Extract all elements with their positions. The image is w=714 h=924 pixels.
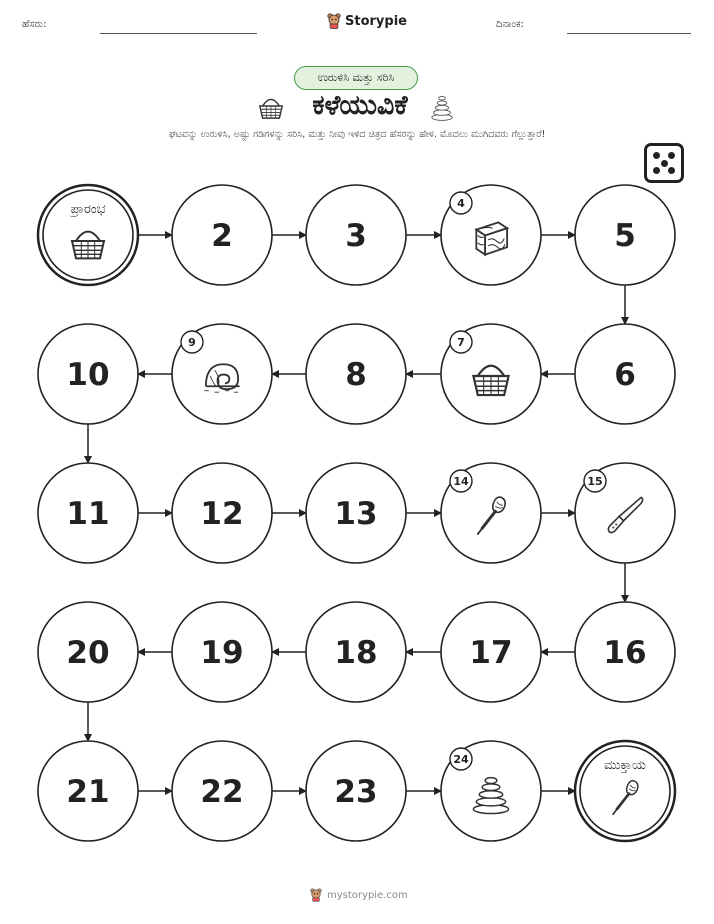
brand-name: Storypie — [345, 13, 407, 29]
board-square-17 — [441, 602, 541, 702]
board-square-15 — [575, 463, 675, 563]
start-label: ಪ್ರಾರಂಭ — [70, 202, 106, 217]
board-square-20 — [38, 602, 138, 702]
square-number: 3 — [345, 218, 367, 254]
date-label: ದಿನಾಂಕ: — [496, 19, 524, 30]
instructions: ಘಟವನ್ನು ಉರುಳಿಸಿ, ಅಷ್ಟು ಗಡಿಗಳನ್ನು ಸರಿಸಿ, ಮತ್ತು ನೀವು ಇಳಿದ ಚಿತ್ರದ ಹೆಸರನ್ನು ಹೇಳಿ. ಮೊದಲು ಮುಗಿದವರು ಗೆಲ್ಲುತ್ತಾರೆ! — [168, 129, 546, 140]
square-number: 8 — [345, 357, 367, 393]
finish-label: ಮುಕ್ತಾಯ — [604, 758, 646, 773]
square-number: 20 — [66, 635, 110, 671]
board-square-10 — [38, 324, 138, 424]
board-square-18 — [306, 602, 406, 702]
page-title: ಕಳೆಯುವಿಕೆ — [312, 90, 408, 121]
square-circle — [575, 741, 675, 841]
square-badge-number: 14 — [453, 475, 469, 488]
square-number: 16 — [603, 635, 647, 671]
board-square-9 — [172, 324, 272, 424]
square-number: 2 — [211, 218, 233, 254]
bear-mascot-icon — [310, 888, 322, 902]
board-square-3 — [306, 185, 406, 285]
square-number: 17 — [469, 635, 513, 671]
board-square-7 — [441, 324, 541, 424]
square-number: 18 — [334, 635, 378, 671]
square-badge-number: 7 — [457, 336, 465, 349]
square-badge-number: 9 — [188, 336, 196, 349]
board-square-19 — [172, 602, 272, 702]
square-circle — [38, 185, 138, 285]
square-number: 5 — [614, 218, 636, 254]
mode-badge: ಉರುಳಿಸಿ ಮತ್ತು ಸರಿಸಿ — [294, 66, 418, 90]
square-number: 10 — [66, 357, 110, 393]
board-square-23 — [306, 741, 406, 841]
square-number: 23 — [334, 774, 378, 810]
square-number: 12 — [200, 496, 244, 532]
square-badge-number: 15 — [587, 475, 603, 488]
board-square-4 — [441, 185, 541, 285]
board-square-24 — [441, 741, 541, 841]
name-label: ಹೆಸರು: — [22, 19, 47, 30]
board-square-12 — [172, 463, 272, 563]
square-number: 22 — [200, 774, 244, 810]
square-badge-number: 24 — [453, 753, 469, 766]
square-number: 19 — [200, 635, 244, 671]
board-square-6 — [575, 324, 675, 424]
board-square-8 — [306, 324, 406, 424]
board-square-21 — [38, 741, 138, 841]
board-square-1 — [38, 185, 138, 285]
footer — [310, 888, 408, 902]
board-square-25 — [575, 741, 675, 841]
board-square-5 — [575, 185, 675, 285]
board-square-22 — [172, 741, 272, 841]
board-square-14 — [441, 463, 541, 563]
board-square-16 — [575, 602, 675, 702]
footer-site: mystorypie.com — [327, 889, 408, 901]
square-number: 11 — [66, 496, 110, 532]
board-square-13 — [306, 463, 406, 563]
board-square-11 — [38, 463, 138, 563]
board-square-2 — [172, 185, 272, 285]
square-number: 6 — [614, 357, 636, 393]
square-number: 13 — [334, 496, 378, 532]
square-number: 21 — [66, 774, 110, 810]
square-badge-number: 4 — [457, 197, 465, 210]
hay-bale-icon — [476, 222, 507, 254]
